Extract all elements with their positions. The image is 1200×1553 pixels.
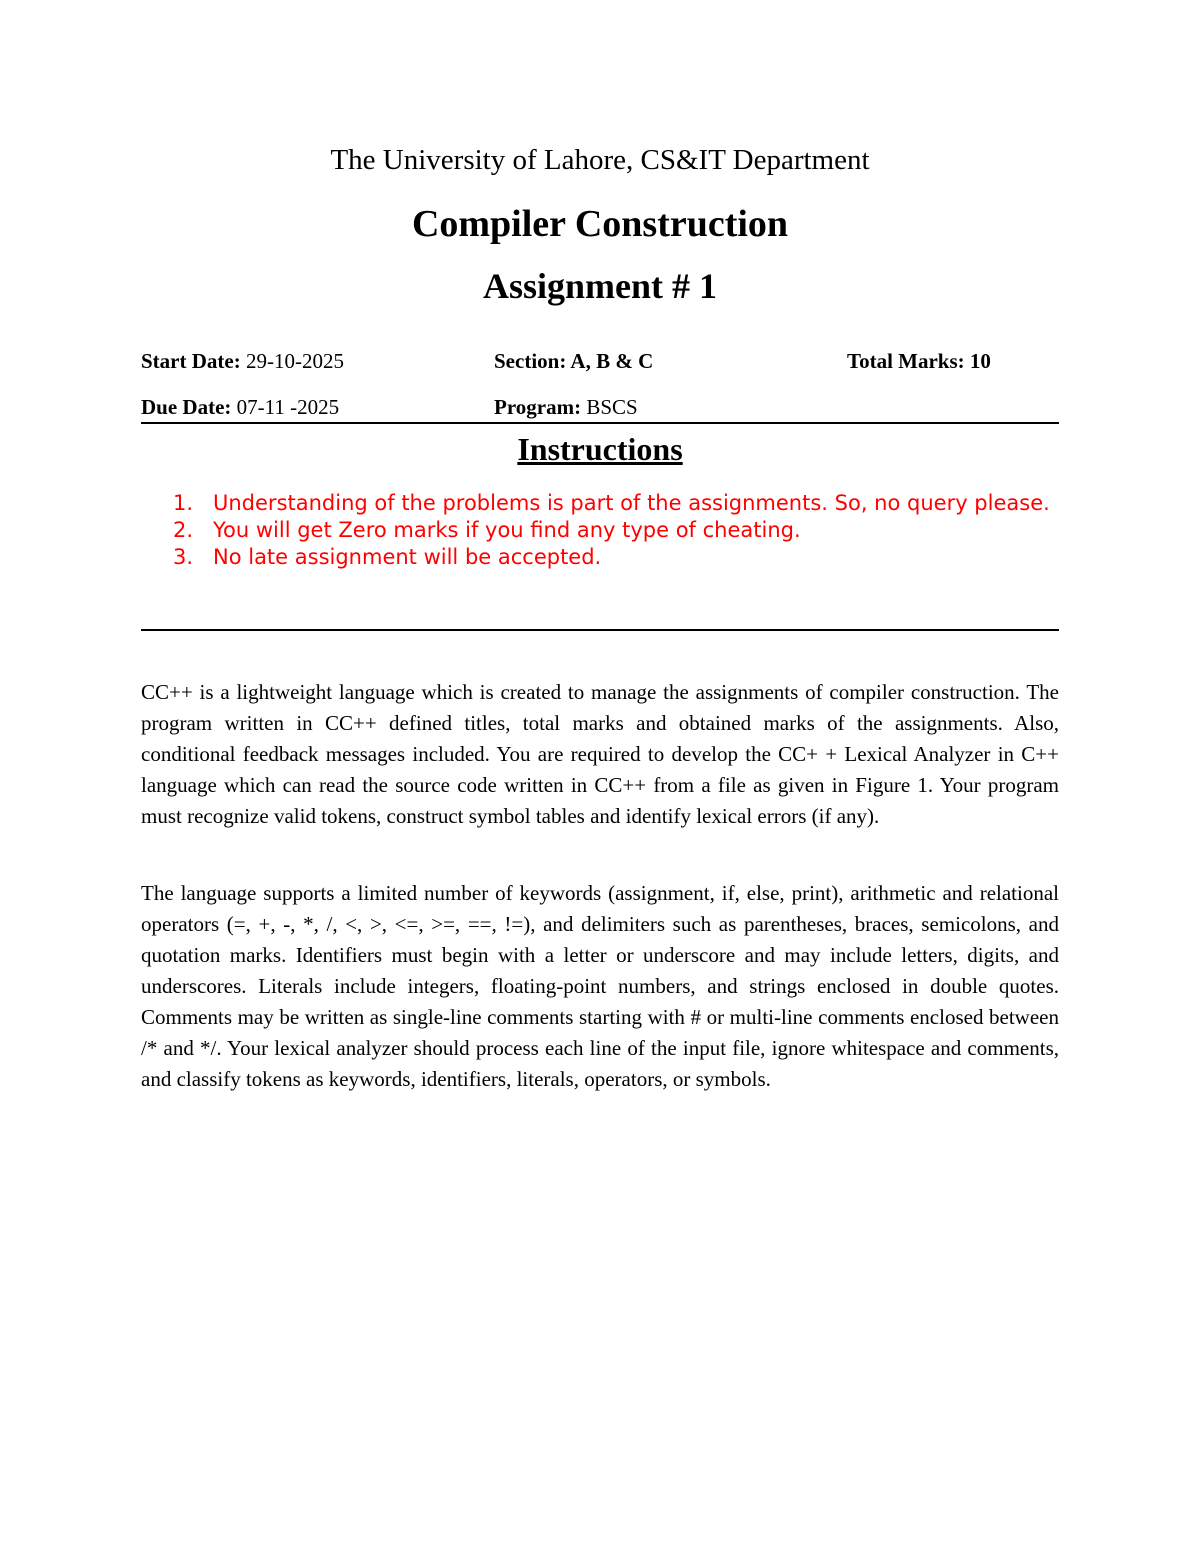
program bbox=[494, 393, 638, 421]
instruction-item bbox=[173, 544, 1059, 571]
instruction-number: 1. bbox=[173, 491, 194, 515]
instruction-number: 2. bbox=[173, 518, 194, 542]
instructions-heading: Instructions bbox=[517, 431, 683, 467]
instruction-text: No late assignment will be accepted. bbox=[213, 545, 602, 569]
instructions-list bbox=[173, 490, 1059, 571]
due-date-value: 07-11 -2025 bbox=[231, 395, 340, 419]
due-date-label: Due Date: bbox=[141, 395, 232, 419]
body-paragraph-intro: CC++ is a lightweight language which is created to manage the assignments of compiler construction. The program written in CC++ defined titles, total marks and obtained marks of the assignments. Also, conditional feedback messages included. You are required to develop the CC+ + Lexical Analyzer in C++ language which can read the source code written in CC++ from a file as given in Figure 1. Your program must recognize valid tokens, construct symbol tables and identify lexical errors (if any). bbox=[141, 680, 1059, 828]
total-marks-label: Total Marks: bbox=[847, 349, 965, 373]
meta-row-due-program bbox=[141, 393, 1059, 421]
program-value: BSCS bbox=[581, 395, 638, 419]
university-title: The University of Lahore, CS&IT Department bbox=[330, 144, 870, 176]
due-date bbox=[141, 393, 339, 421]
start-date-label: Start Date: bbox=[141, 349, 241, 373]
section-label: Section: bbox=[494, 349, 567, 373]
instruction-item bbox=[173, 517, 1059, 544]
instruction-number: 3. bbox=[173, 545, 194, 569]
body-paragraph-language: The language supports a limited number of keywords (assignment, if, else, print), arithmetic and relational operators (=, +, -, *, /, <, >, <=, >=, ==, !=), and delimiters such as parentheses, braces, semicolons, and quotation marks. Identifiers must begin with a letter or underscore and may include letters, digits, and underscores. Literals include integers, floating-point numbers, and strings enclosed in double quotes. Comments may be written as single-line comments starting with # or multi-line comments enclosed between /* and */. Your lexical analyzer should process each line of the input file, ignore whitespace and comments, and classify tokens as keywords, identifiers, literals, operators, or symbols. bbox=[141, 881, 1059, 1091]
assignment-title: Assignment # 1 bbox=[482, 266, 718, 306]
program-label: Program: bbox=[494, 395, 582, 419]
divider-bottom bbox=[141, 629, 1059, 631]
section-value: A, B & C bbox=[566, 349, 654, 373]
divider-top bbox=[141, 422, 1059, 424]
start-date bbox=[141, 347, 344, 375]
section bbox=[494, 347, 653, 375]
instruction-text: You will get Zero marks if you find any type of cheating. bbox=[213, 518, 801, 542]
start-date-value: 29-10-2025 bbox=[240, 349, 344, 373]
instruction-text: Understanding of the problems is part of the assignments. So, no query please. bbox=[213, 491, 1050, 515]
total-marks-value: 10 bbox=[964, 349, 991, 373]
instruction-item bbox=[173, 490, 1059, 517]
meta-row-dates-section bbox=[141, 347, 1059, 375]
course-title: Compiler Construction bbox=[411, 203, 789, 245]
total-marks bbox=[847, 347, 991, 375]
